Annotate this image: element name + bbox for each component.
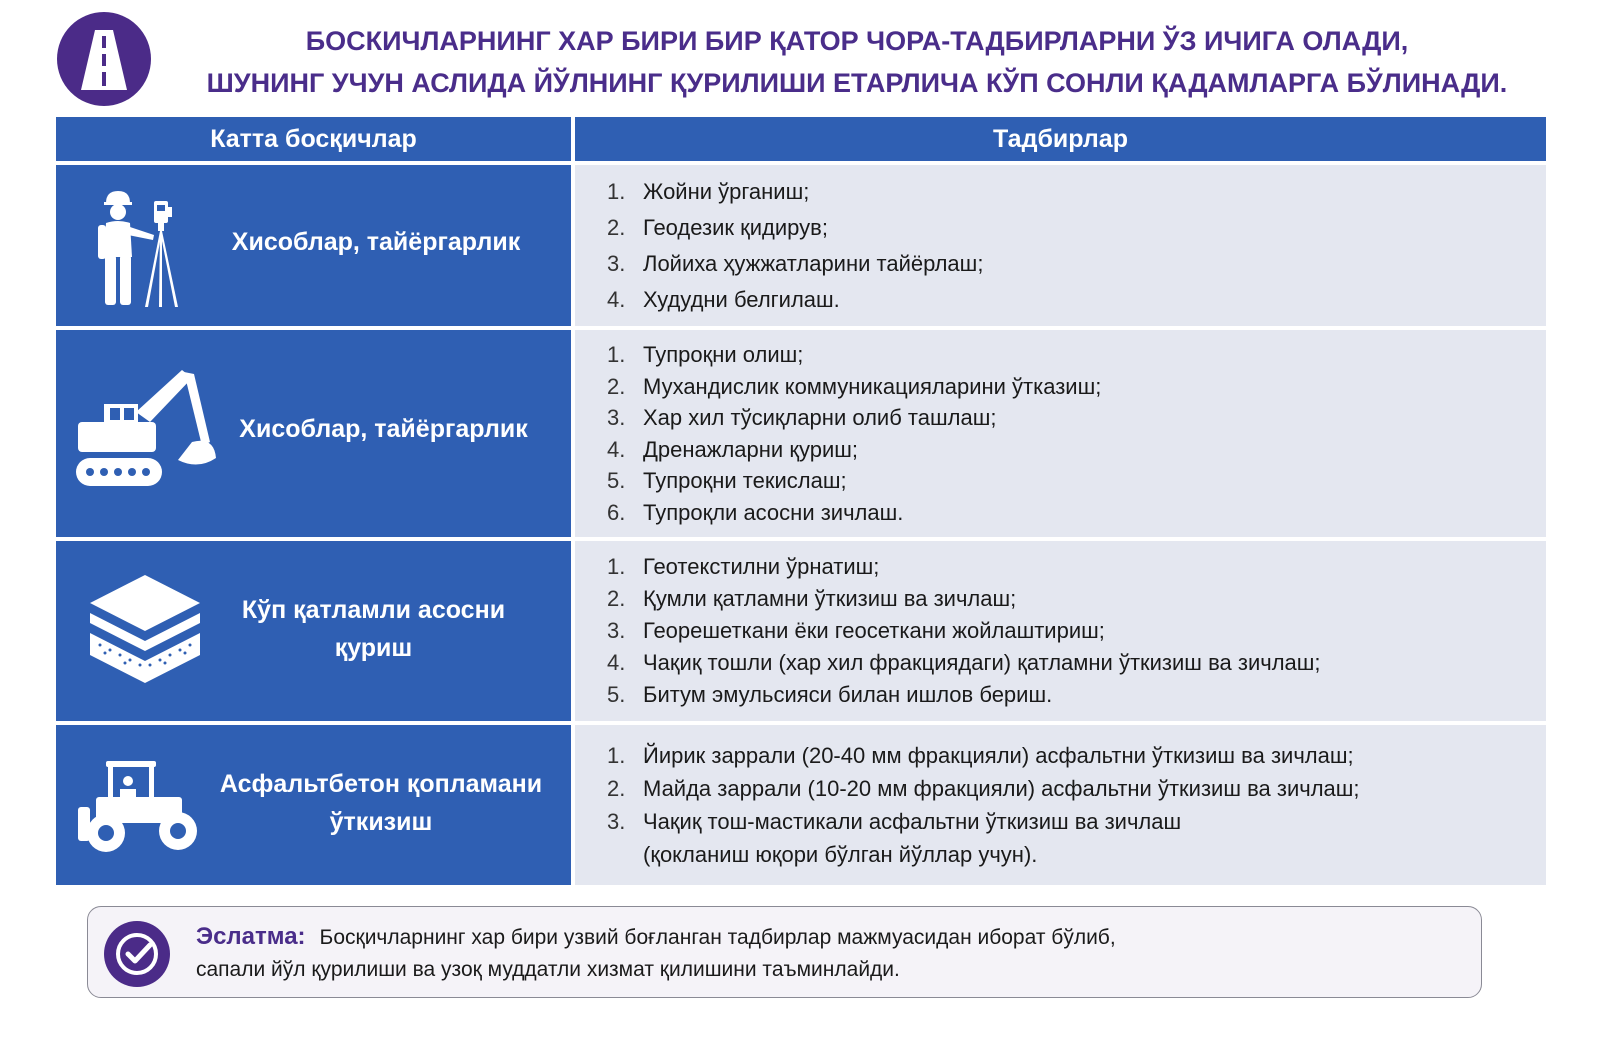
list-item: 5. Битум эмульсияси билан ишлов бериш. bbox=[607, 682, 1053, 707]
stage-label: Хисоблар, тайёргарлик bbox=[239, 415, 528, 443]
list-item: (қокланиш юқори бўлган йўллар учун). bbox=[643, 842, 1038, 867]
activities-cell bbox=[575, 541, 1546, 721]
table-header bbox=[56, 117, 1546, 161]
stage-cell bbox=[56, 165, 571, 326]
stage-cell bbox=[56, 330, 571, 537]
list-item: 5. Тупроқни текислаш; bbox=[607, 468, 847, 493]
surveyor-icon bbox=[92, 187, 192, 309]
list-item: 3. Хар хил тўсиқларни олиб ташлаш; bbox=[607, 405, 997, 430]
column-header-stages: Катта босқичлар bbox=[56, 117, 571, 161]
list-item: 4. Чақиқ тошли (хар хил фракциядаги) қатламни ўткизиш ва зичлаш; bbox=[607, 650, 1321, 675]
activities-cell bbox=[575, 165, 1546, 326]
table-row bbox=[56, 165, 1546, 326]
list-item: 3. Чақиқ тош-мастикали асфальтни ўткизиш ва зичлаш bbox=[607, 809, 1182, 834]
header bbox=[57, 12, 1547, 108]
list-item: 1. Геотекстилни ўрнатиш; bbox=[607, 554, 880, 579]
stage-cell bbox=[56, 725, 571, 885]
page-title bbox=[167, 20, 1547, 104]
stage-label: Кўп қатламли асосни қуриш bbox=[241, 596, 506, 662]
stage-label: Хисоблар, тайёргарлик bbox=[231, 228, 521, 256]
table-row bbox=[56, 541, 1546, 721]
note-box bbox=[87, 906, 1482, 998]
list-item: 2. Геодезик қидирув; bbox=[607, 214, 828, 240]
title-line-1: БОСКИЧЛАРНИНГ ХАР БИРИ БИР ҚАТОР ЧОРА-ТАДБИРЛАРНИ ЎЗ ИЧИГА ОЛАДИ, bbox=[305, 26, 1409, 56]
note-line-1: Босқичларнинг хар бири узвий боғланган тадбирлар мажмуасидан иборат бўлиб, bbox=[319, 926, 1116, 949]
excavator-icon bbox=[74, 362, 219, 492]
list-item: 2. Қумли қатламни ўткизиш ва зичлаш; bbox=[607, 586, 1017, 611]
stage-cell bbox=[56, 541, 571, 721]
list-item: 3. Лойиха ҳужжатларини тайёрлаш; bbox=[607, 250, 984, 276]
list-item: 4. Худудни белгилаш. bbox=[607, 286, 840, 312]
table-row bbox=[56, 330, 1546, 537]
stage-label: Асфальтбетон қопламани ўткизиш bbox=[219, 770, 543, 836]
layers-icon bbox=[86, 573, 204, 685]
table-row bbox=[56, 725, 1546, 885]
list-item: 1. Жойни ўрганиш; bbox=[607, 178, 810, 204]
list-item: 4. Дренажларни қуриш; bbox=[607, 436, 858, 462]
list-item: 1. Йирик заррали (20-40 мм фракцияли) асфальтни ўткизиш ва зичлаш; bbox=[607, 743, 1354, 768]
list-item: 2. Майда заррали (10-20 мм фракцияли) асфальтни ўткизиш ва зичлаш; bbox=[607, 776, 1360, 801]
road-icon bbox=[57, 12, 151, 106]
title-line-2: ШУНИНГ УЧУН АСЛИДА ЙЎЛНИНГ ҚУРИЛИШИ ЕТАРЛИЧА КЎП СОНЛИ ҚАДАМЛАРГА БЎЛИНАДИ. bbox=[206, 68, 1508, 98]
note-line-2: сапали йўл қурилиши ва узоқ муддатли хизмат қилишини таъминлайди. bbox=[196, 958, 900, 981]
list-item: 3. Георешеткани ёки геосеткани жойлаштириш; bbox=[607, 618, 1105, 643]
check-circle-icon bbox=[104, 921, 170, 987]
note-label: Эслатма: bbox=[196, 923, 306, 950]
activities-cell bbox=[575, 725, 1546, 885]
list-item: 2. Мухандислик коммуникацияларини ўтказиш; bbox=[607, 373, 1102, 399]
stages-table bbox=[56, 117, 1546, 885]
road-roller-icon bbox=[76, 759, 201, 854]
list-item: 6. Тупроқли асосни зичлаш. bbox=[607, 499, 904, 525]
column-header-activities: Тадбирлар bbox=[575, 117, 1546, 161]
list-item: 1. Тупроқни олиш; bbox=[607, 342, 804, 367]
activities-cell bbox=[575, 330, 1546, 537]
note-text bbox=[196, 921, 1456, 986]
